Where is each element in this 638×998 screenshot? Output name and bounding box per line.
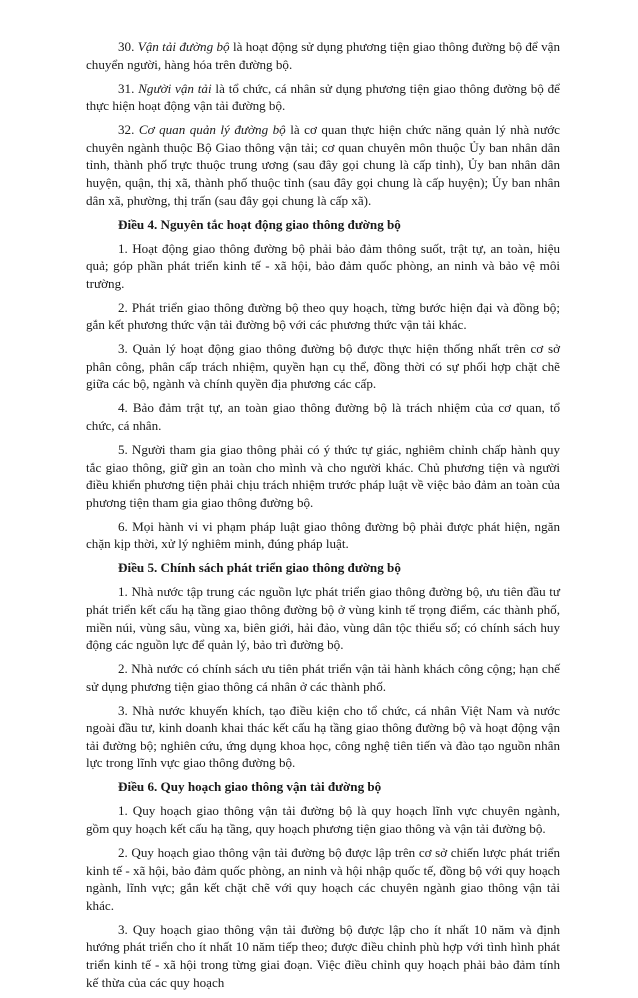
defined-term: Cơ quan quản lý đường bộ (138, 122, 286, 138)
item-number: 30. (118, 39, 138, 54)
article-6-clause-2: 2. Quy hoạch giao thông vận tải đường bộ được lập trên cơ sở chiến lược phát triển kinh tế - xã hội, bảo đảm quốc phòng, an ninh và hội nhập quốc tế, đồng bộ với quy hoạch ngành, lĩnh vực; gắn kết chặt chẽ với quy hoạch các chuyên ngành giao thông vận tải khác. (86, 845, 560, 913)
definition-text: là tổ chức, cá nhân sử dụng phương tiện giao thông đường bộ để thực hiện hoạt động vận tải đường bộ. (86, 80, 560, 114)
item-number: 31. (118, 80, 139, 96)
article-4-heading: Điều 4. Nguyên tắc hoạt động giao thông đường bộ (118, 216, 401, 232)
definition-text: là cơ quan thực hiện chức năng quản lý nhà nước chuyên ngành thuộc Bộ Giao thông vận tải; cơ quan chuyên môn thuộc Ủy ban nhân dân tỉnh, thành phố trực thuộc trung ương (sau đây gọi chung là cấp tỉnh), Ủy ban nhân dân huyện, quận, thị xã, thành phố thuộc tỉnh (sau đây gọi chung là cấp huyện); Ủy ban nhân dân xã, phường, thị trấn (sau đây gọi chung là cấp xã). (86, 122, 560, 208)
definition-text: là hoạt động sử dụng phương tiện giao thông đường bộ để vận chuyển người, hàng hóa trên đường bộ. (86, 39, 561, 72)
article-6-clause-3: 3. Quy hoạch giao thông vận tải đường bộ được lập cho ít nhất 10 năm và định hướng phát triển cho ít nhất 10 năm tiếp theo; được điều chỉnh phù hợp với tình hình phát triển kinh tế - xã hội trong từng giai đoạn. Việc điều chỉnh quy hoạch phải bảo đảm tính kế thừa của các quy hoạch (86, 921, 560, 990)
defined-term: Vận tải đường bộ (137, 39, 230, 54)
article-5-clause-2: 2. Nhà nước có chính sách ưu tiên phát triển vận tải hành khách công cộng; hạn chế sử dụng phương tiện giao thông cá nhân ở các thành phố. (86, 661, 560, 694)
paragraph-item-31 (86, 80, 560, 115)
article-6-clause-1: 1. Quy hoạch giao thông vận tải đường bộ là quy hoạch lĩnh vực chuyên ngành, gồm quy hoạch kết cấu hạ tầng, quy hoạch phương tiện giao thông và vận tải đường bộ. (86, 803, 560, 837)
article-4-clause-5: 5. Người tham gia giao thông phải có ý thức tự giác, nghiêm chỉnh chấp hành quy tắc giao thông, giữ gìn an toàn cho mình và cho người khác. Chủ phương tiện và người điều khiển phương tiện phải chịu trách nhiệm trước pháp luật về việc bảo đảm an toàn của phương tiện tham gia giao thông đường bộ. (86, 442, 560, 510)
document-page (86, 38, 560, 998)
article-4-clause-6: 6. Mọi hành vi vi phạm pháp luật giao thông đường bộ phải được phát hiện, ngăn chặn kịp thời, xử lý nghiêm minh, đúng pháp luật. (86, 518, 560, 552)
article-5-heading: Điều 5. Chính sách phát triển giao thông đường bộ (118, 560, 401, 576)
article-4-clause-1: 1. Hoạt động giao thông đường bộ phải bảo đảm thông suốt, trật tự, an toàn, hiệu quả; góp phần phát triển kinh tế - xã hội, bảo đảm quốc phòng, an ninh và bảo vệ môi trường. (86, 240, 560, 291)
article-5-clause-1: 1. Nhà nước tập trung các nguồn lực phát triển giao thông đường bộ, ưu tiên đầu tư phát triển kết cấu hạ tầng giao thông đường bộ ở vùng kinh tế trọng điểm, các thành phố, miền núi, vùng sâu, vùng xa, biên giới, hải đảo, vùng dân tộc thiểu số; có chính sách huy động các nguồn lực để quản lý, bảo trì đường bộ. (86, 584, 560, 653)
article-4-clause-3: 3. Quản lý hoạt động giao thông đường bộ được thực hiện thống nhất trên cơ sở phân công, phân cấp trách nhiệm, quyền hạn cụ thể, đồng thời có sự phối hợp chặt chẽ giữa các bộ, ngành và chính quyền địa phương các cấp. (86, 341, 560, 392)
article-4-clause-4: 4. Bảo đảm trật tự, an toàn giao thông đường bộ là trách nhiệm của cơ quan, tổ chức, cá nhân. (86, 400, 560, 434)
paragraph-item-32 (86, 121, 560, 209)
article-6-heading: Điều 6. Quy hoạch giao thông vận tải đường bộ (118, 779, 382, 795)
defined-term: Người vận tải (138, 80, 212, 96)
item-number: 32. (118, 122, 139, 138)
article-5-clause-3: 3. Nhà nước khuyến khích, tạo điều kiện cho tổ chức, cá nhân Việt Nam và nước ngoài đầu tư, kinh doanh khai thác kết cấu hạ tầng giao thông đường bộ và hoạt động vận tải đường bộ; nghiên cứu, ứng dụng khoa học, công nghệ tiên tiến và đào tạo nguồn nhân lực trong lĩnh vực giao thông đường bộ. (86, 702, 560, 771)
article-4-clause-2: 2. Phát triển giao thông đường bộ theo quy hoạch, từng bước hiện đại và đồng bộ; gắn kết phương thức vận tải đường bộ với các phương thức vận tải khác. (86, 299, 560, 333)
paragraph-item-30 (86, 38, 560, 73)
